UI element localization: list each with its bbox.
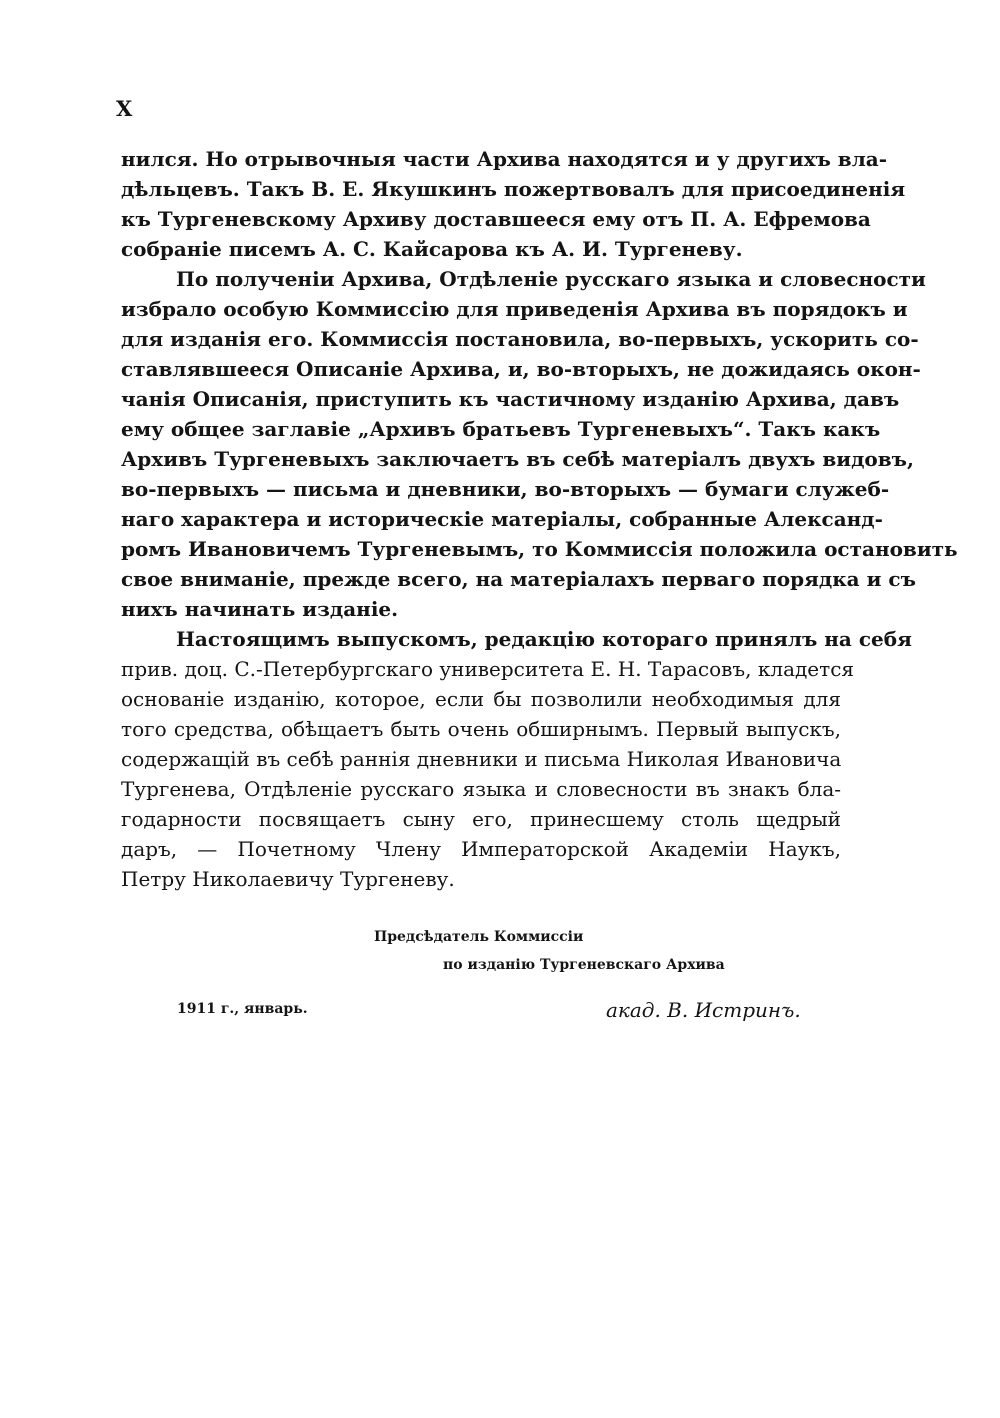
text-line: ромъ Ивановичемъ Тургеневымъ, то Коммиссія положила остановить (121, 537, 958, 561)
text-line: къ Тургеневскому Архиву доставшееся ему отъ П. А. Ефремова (121, 207, 871, 231)
text-line: во-первыхъ — письма и дневники, во-вторыхъ — бумаги служеб- (121, 477, 890, 501)
text-line: чанія Описанія, приступить къ частичному изданію Архива, давъ (121, 387, 900, 411)
body-text (121, 144, 958, 894)
text-line: прив. доц. С.-Петербургскаго университета Е. Н. Тарасовъ, кладется (121, 657, 855, 681)
text-line: избрало особую Коммиссію для приведенія Архива въ порядокъ и (121, 297, 908, 321)
text-line: Настоящимъ выпускомъ, редакцію котораго принялъ на себя (176, 627, 912, 651)
text-line: ставлявшееся Описаніе Архива, и, во-вторыхъ, не дожидаясь окон- (121, 357, 921, 381)
text-line: даръ, — Почетному Члену Императорской Академіи Наукъ, (121, 837, 841, 861)
text-line: ему общее заглавіе „Архивъ братьевъ Тургеневыхъ“. Такъ какъ (121, 417, 881, 441)
text-line: дѣльцевъ. Такъ В. Е. Якушкинъ пожертвовалъ для присоединенія (121, 177, 906, 201)
signature-title: Предсѣдатель Коммиссіи (374, 929, 584, 945)
text-line: Архивъ Тургеневыхъ заключаетъ въ себѣ матеріалъ двухъ видовъ, (121, 447, 914, 471)
text-line: По полученіи Архива, Отдѣленіе русскаго языка и словесности (176, 267, 926, 291)
text-line: нихъ начинать изданіе. (121, 597, 399, 621)
page-number: X (116, 96, 133, 121)
text-line: свое вниманіе, прежде всего, на матеріалахъ перваго порядка и съ (121, 567, 916, 591)
text-line: Тургенева, Отдѣленіе русскаго языка и словесности въ знакъ бла- (121, 777, 841, 801)
signature-subtitle: по изданію Тургеневскаго Архива (443, 957, 725, 973)
signer-name: акад. В. Истринъ. (606, 998, 801, 1022)
text-line: наго характера и историческіе матеріалы, собранные Александ- (121, 507, 883, 531)
text-line: годарности посвящаетъ сыну его, принесшему столь щедрый (121, 807, 841, 831)
text-line: основаніе изданію, которое, если бы позволили необходимыя для (121, 687, 841, 711)
date-line: 1911 г., январь. (177, 1001, 308, 1017)
text-line: нился. Но отрывочныя части Архива находятся и у другихъ вла- (121, 147, 888, 171)
text-line: Петру Николаевичу Тургеневу. (121, 867, 455, 891)
text-line: того средства, обѣщаетъ быть очень обширнымъ. Первый выпускъ, (121, 717, 841, 741)
text-line: содержащій въ себѣ раннія дневники и письма Николая Ивановича (121, 747, 842, 771)
text-line: собраніе писемъ А. С. Кайсарова къ А. И. Тургеневу. (121, 237, 743, 261)
text-line: для изданія его. Коммиссія постановила, во-первыхъ, ускорить со- (121, 327, 919, 351)
